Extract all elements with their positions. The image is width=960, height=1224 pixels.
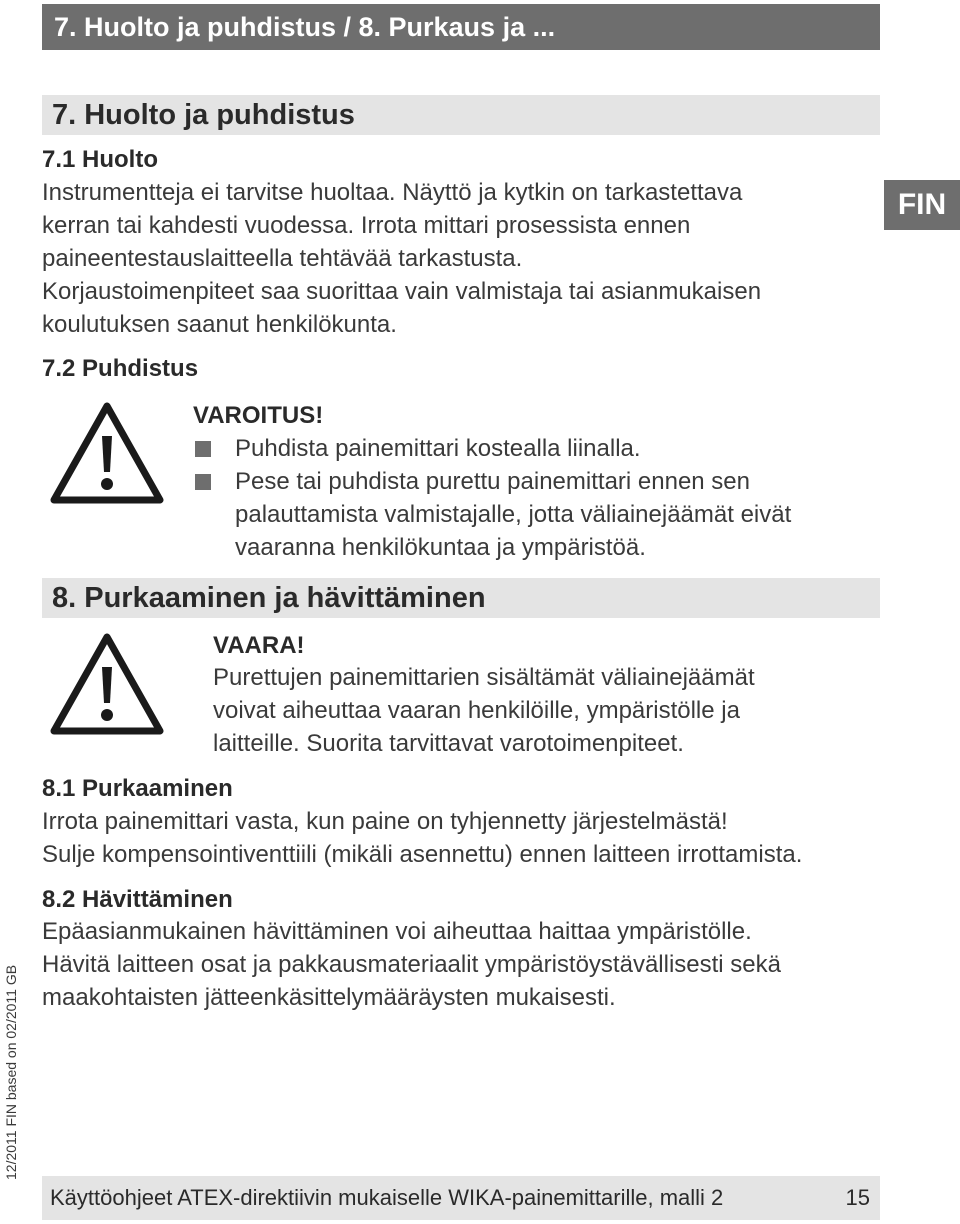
language-tab: FIN	[884, 180, 960, 230]
subsection-8-1-text	[42, 805, 882, 871]
bullet-text-line: Pese tai puhdista purettu painemittari ennen sen	[235, 468, 751, 495]
text-line: laitteille. Suorita tarvittavat varotoimenpiteet.	[213, 730, 684, 757]
subsection-7-2-heading: 7.2 Puhdistus	[42, 355, 199, 382]
page-header: 7. Huolto ja puhdistus / 8. Purkaus ja ...	[42, 4, 880, 50]
danger-title: VAARA!	[213, 632, 305, 659]
text-line: voivat aiheuttaa vaaran henkilöille, ympäristölle ja	[213, 697, 740, 724]
warning-triangle-icon	[50, 633, 164, 735]
footer-title: Käyttöohjeet ATEX-direktiivin mukaiselle WIKA-painemittarille, malli 2	[50, 1185, 724, 1210]
text-line: Epäasianmukainen hävittäminen voi aiheuttaa haittaa ympäristölle.	[42, 918, 752, 945]
text-line: maakohtaisten jätteenkäsittelymääräysten mukaisesti.	[42, 984, 616, 1011]
subsection-8-2-text	[42, 915, 882, 1014]
section-8-heading: 8. Purkaaminen ja hävittäminen	[42, 578, 880, 618]
text-line: Korjaustoimenpiteet saa suorittaa vain valmistaja tai asianmukaisen	[42, 278, 762, 305]
bullet-text: Puhdista painemittari kostealla liinalla.	[235, 435, 641, 462]
warning-triangle-icon	[50, 402, 164, 504]
bullet-text-line: palauttamista valmistajalle, jotta väliainejäämät eivät	[235, 501, 792, 528]
section-7-heading: 7. Huolto ja puhdistus	[42, 95, 880, 135]
subsection-7-1-heading: 7.1 Huolto	[42, 146, 159, 173]
list-item	[193, 432, 873, 465]
bullet-text-line: vaaranna henkilökuntaa ja ympäristöä.	[235, 534, 646, 561]
danger-text	[213, 661, 873, 760]
text-line: Purettujen painemittarien sisältämät väliainejäämät	[213, 664, 755, 691]
page-number: 15	[845, 1185, 870, 1210]
bullet-square-icon	[195, 441, 211, 457]
text-line: Irrota painemittari vasta, kun paine on tyhjennetty järjestelmästä!	[42, 808, 728, 835]
warning-bullet-list	[193, 432, 873, 564]
warning-title: VAROITUS!	[193, 402, 324, 429]
text-line: Hävitä laitteen osat ja pakkausmateriaalit ympäristöystävällisesti sekä	[42, 951, 781, 978]
subsection-8-1-heading: 8.1 Purkaaminen	[42, 775, 233, 802]
page-footer	[42, 1176, 880, 1220]
text-line: paineentestauslaitteella tehtävää tarkastusta.	[42, 245, 523, 272]
text-line: koulutuksen saanut henkilökunta.	[42, 311, 397, 338]
bullet-square-icon	[195, 474, 211, 490]
revision-note: 12/2011 FIN based on 02/2011 GB	[3, 964, 19, 1180]
subsection-8-2-heading: 8.2 Hävittäminen	[42, 886, 233, 913]
text-line: Instrumentteja ei tarvitse huoltaa. Näyttö ja kytkin on tarkastettava	[42, 179, 743, 206]
text-line: kerran tai kahdesti vuodessa. Irrota mittari prosessista ennen	[42, 212, 691, 239]
text-line: Sulje kompensointiventtiili (mikäli asennettu) ennen laitteen irrottamista.	[42, 841, 803, 868]
subsection-7-1-text	[42, 176, 842, 341]
list-item	[193, 465, 873, 564]
